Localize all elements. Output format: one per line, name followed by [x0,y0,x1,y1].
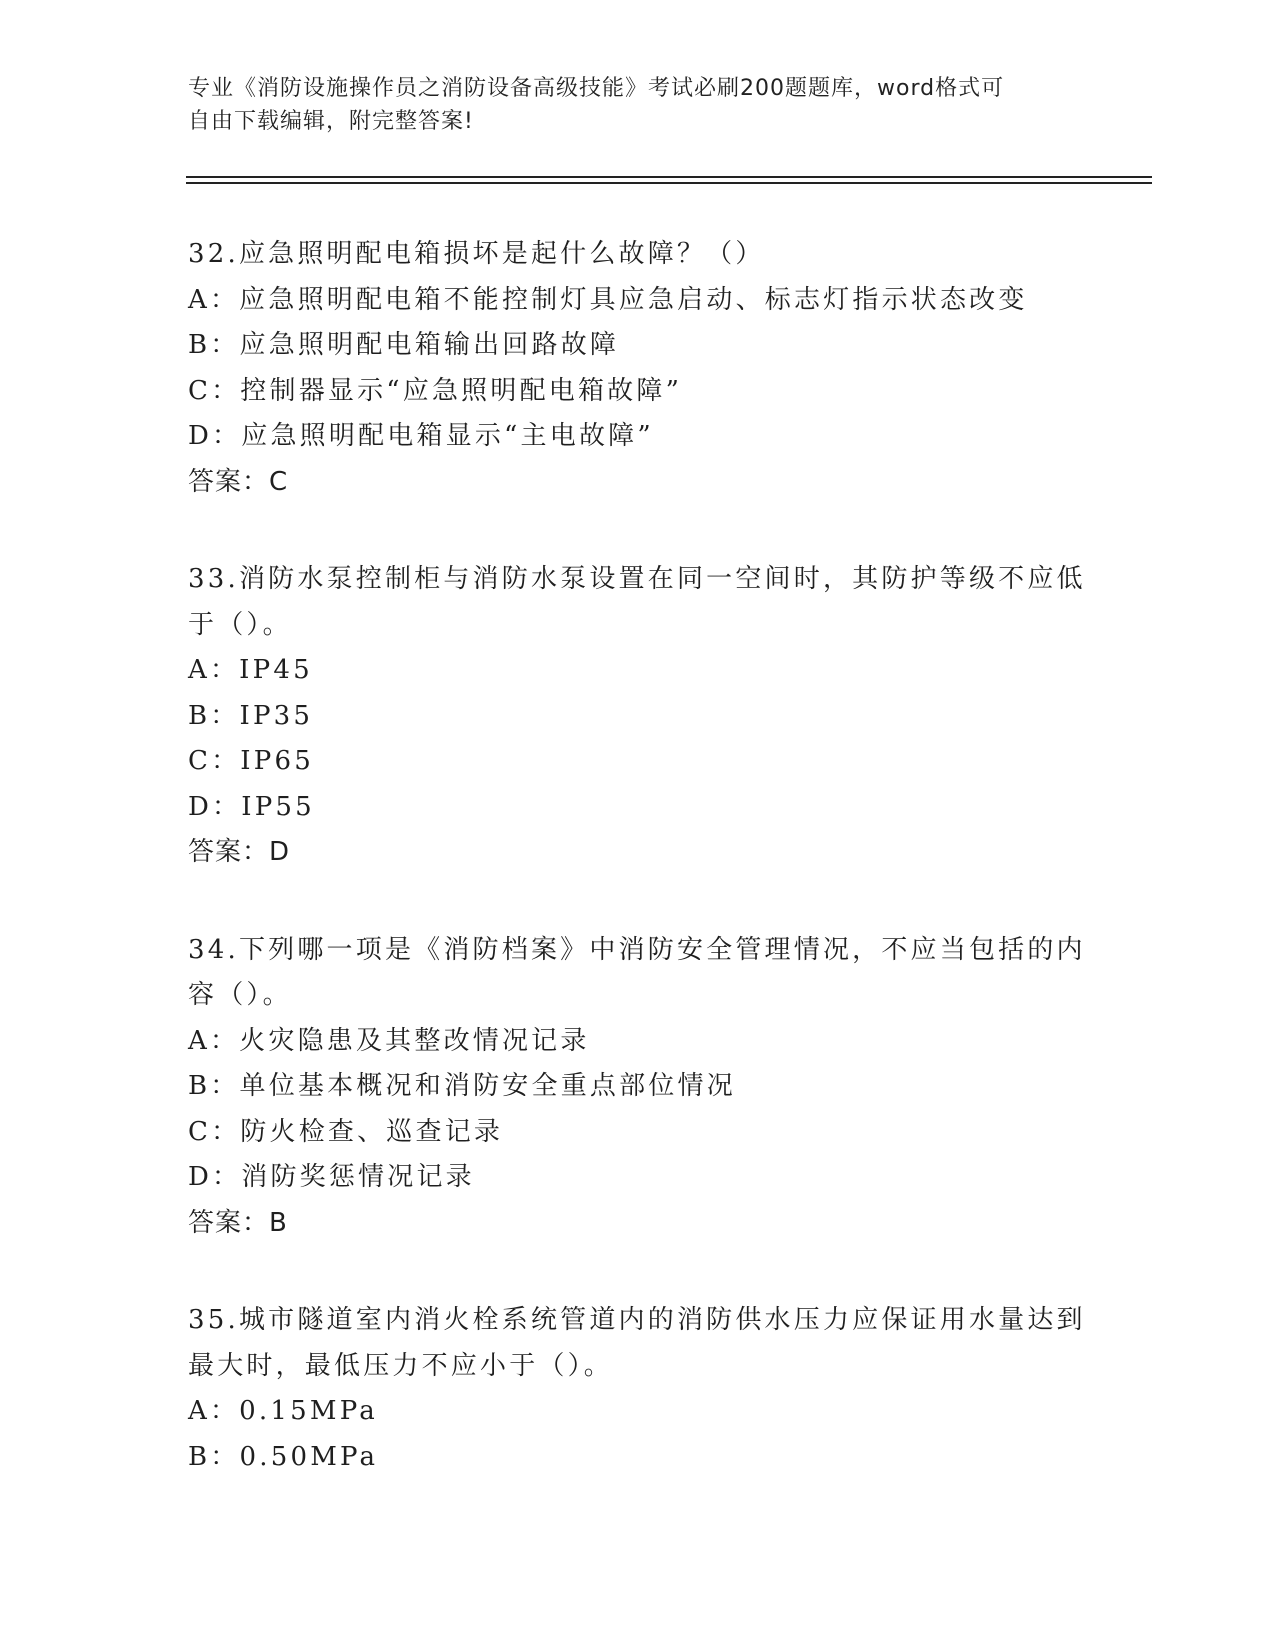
option-b: B：0.50MPa [188,1441,379,1472]
question-33 [188,557,1088,876]
option-d: D：IP55 [188,791,315,822]
option-b: B：单位基本概况和消防安全重点部位情况 [188,1071,736,1101]
answer: 答案：B [188,1207,288,1238]
option-d: D：应急照明配电箱显示“主电故障” [188,421,654,451]
question-text-continued: 最大时，最低压力不应小于（）。 [188,1350,614,1381]
question-text-continued: 于（）。 [188,609,292,640]
question-list [188,232,1088,1532]
question-text: 34.下列哪一项是《消防档案》中消防安全管理情况，不应当包括的内 [188,934,1086,965]
question-34 [188,928,1088,1247]
option-c: C：控制器显示“应急照明配电箱故障” [188,375,683,406]
question-text: 32.应急照明配电箱损坏是起什么故障？（） [188,239,765,269]
document-header [188,72,1068,138]
option-b: B：IP35 [188,700,314,731]
option-a: A：火灾隐患及其整改情况记录 [188,1025,590,1056]
header-divider-top [186,176,1152,178]
question-32 [188,232,1088,505]
question-35 [188,1298,1088,1480]
header-line-2: 自由下载编辑，附完整答案! [188,109,474,134]
question-text: 33.消防水泵控制柜与消防水泵设置在同一空间时，其防护等级不应低 [188,564,1086,594]
header-divider-bottom [186,182,1152,184]
option-a: A：IP45 [188,655,313,685]
header-line-1: 专业《消防设施操作员之消防设备高级技能》考试必刷200题题库，word格式可 [188,76,1005,101]
option-a: A：0.15MPa [188,1396,378,1426]
option-d: D：消防奖惩情况记录 [188,1162,475,1192]
question-text: 35.城市隧道室内消火栓系统管道内的消防供水压力应保证用水量达到 [188,1305,1086,1335]
option-b: B：应急照明配电箱输出回路故障 [188,330,620,360]
option-a: A：应急照明配电箱不能控制灯具应急启动、标志灯指示状态改变 [188,284,1028,315]
option-c: C：IP65 [188,746,314,776]
answer: 答案：C [188,466,289,497]
answer: 答案：D [188,837,291,867]
question-text-continued: 容（）。 [188,980,292,1010]
option-c: C：防火检查、巡查记录 [188,1116,504,1147]
